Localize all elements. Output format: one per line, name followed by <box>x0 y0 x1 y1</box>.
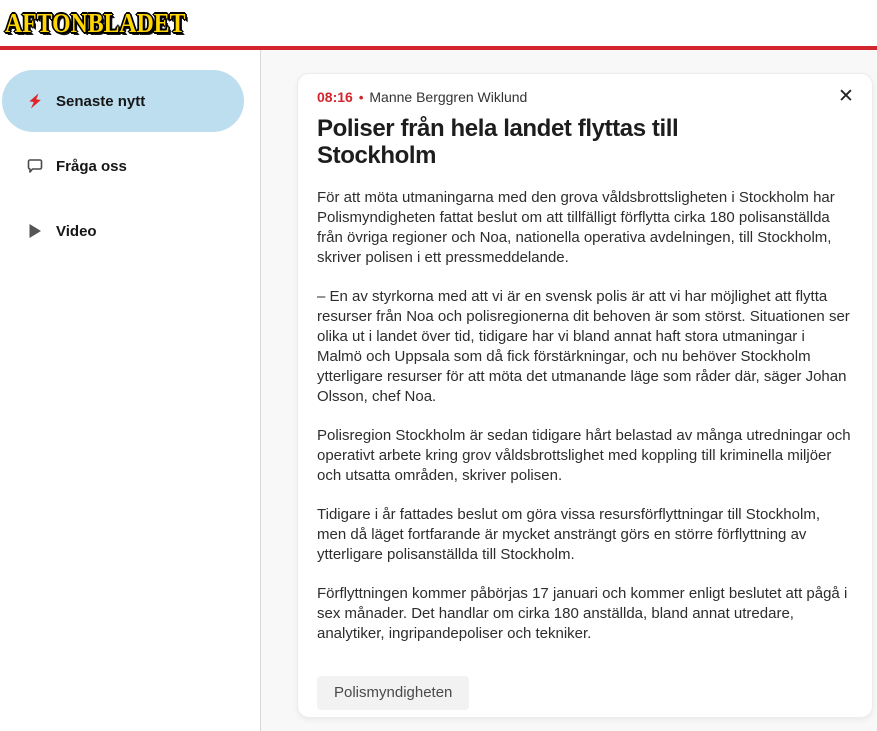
sidebar <box>0 50 261 731</box>
sidebar-item-senaste-nytt[interactable] <box>2 70 244 132</box>
article-body <box>317 188 852 644</box>
top-header <box>0 0 877 46</box>
tag-polismyndigheten[interactable]: Polismyndigheten <box>317 676 469 710</box>
article-paragraph: Tidigare i år fattades beslut om göra vissa resursförflyttningar till Stockholm, men då läget fortfarande är mycket ansträngt görs en större förflyttning av ytterligare polisanställda till Stockholm. <box>317 506 820 563</box>
article-title: Poliser från hela landet flyttas till Stockholm <box>317 115 679 169</box>
page-content <box>0 50 877 731</box>
article-timestamp: 08:16 <box>317 89 353 105</box>
article-paragraph: Förflyttningen kommer påbörjas 17 januari och kommer enligt beslutet att pågå i sex månader. Det handlar om cirka 180 anställda, bland annat utredare, analytiker, ingripandepoliser och tekniker. <box>317 585 848 642</box>
aftonbladet-logo[interactable]: AFTONBLADET <box>5 7 186 38</box>
article-paragraph: Polisregion Stockholm är sedan tidigare hårt belastad av många utredningar och operativt arbete kring grov våldsbrottslighet med koppling till kriminella miljöer och utsatta områden, skriver polisen. <box>317 427 851 484</box>
sidebar-item-label: Fråga oss <box>56 157 127 175</box>
article-meta <box>317 89 852 105</box>
article-paragraph: – En av styrkorna med att vi är en svensk polis är att vi har möjlighet att flytta resurser från Noa och polisregionerna dit behoven är som störst. Situationen ser olika ut i landet över tid, tidigare har vi bland annat haft stora utmaningar i Malmö och Uppsala som då fick förstärkningar, och nu behöver Stockholm ytterligare resurser för att möta det utmanande läge som råder där, säger Johan Olsson, chef Noa. <box>317 288 850 405</box>
lightning-bolt-icon <box>26 93 43 109</box>
news-article-card <box>297 73 873 718</box>
article-tags <box>317 676 852 710</box>
meta-separator-dot: • <box>358 89 364 105</box>
speech-bubble-icon <box>26 159 43 174</box>
sidebar-item-fraga-oss[interactable] <box>2 135 244 197</box>
play-icon <box>26 223 43 239</box>
sidebar-item-label: Video <box>56 222 97 240</box>
article-paragraph: För att möta utmaningarna med den grova våldsbrottsligheten i Stockholm har Polismyndigheten fattat beslut om att tillfälligt förflytta cirka 180 polisanställda från övriga regioner och Noa, nationella operativa avdelningen, till Stockholm, skriver polisen i ett pressmeddelande. <box>317 189 835 266</box>
sidebar-item-video[interactable] <box>2 200 244 262</box>
sidebar-item-label: Senaste nytt <box>56 92 146 110</box>
article-author: Manne Berggren Wiklund <box>369 89 528 105</box>
main-area <box>261 50 877 731</box>
close-icon[interactable]: ✕ <box>834 85 858 109</box>
